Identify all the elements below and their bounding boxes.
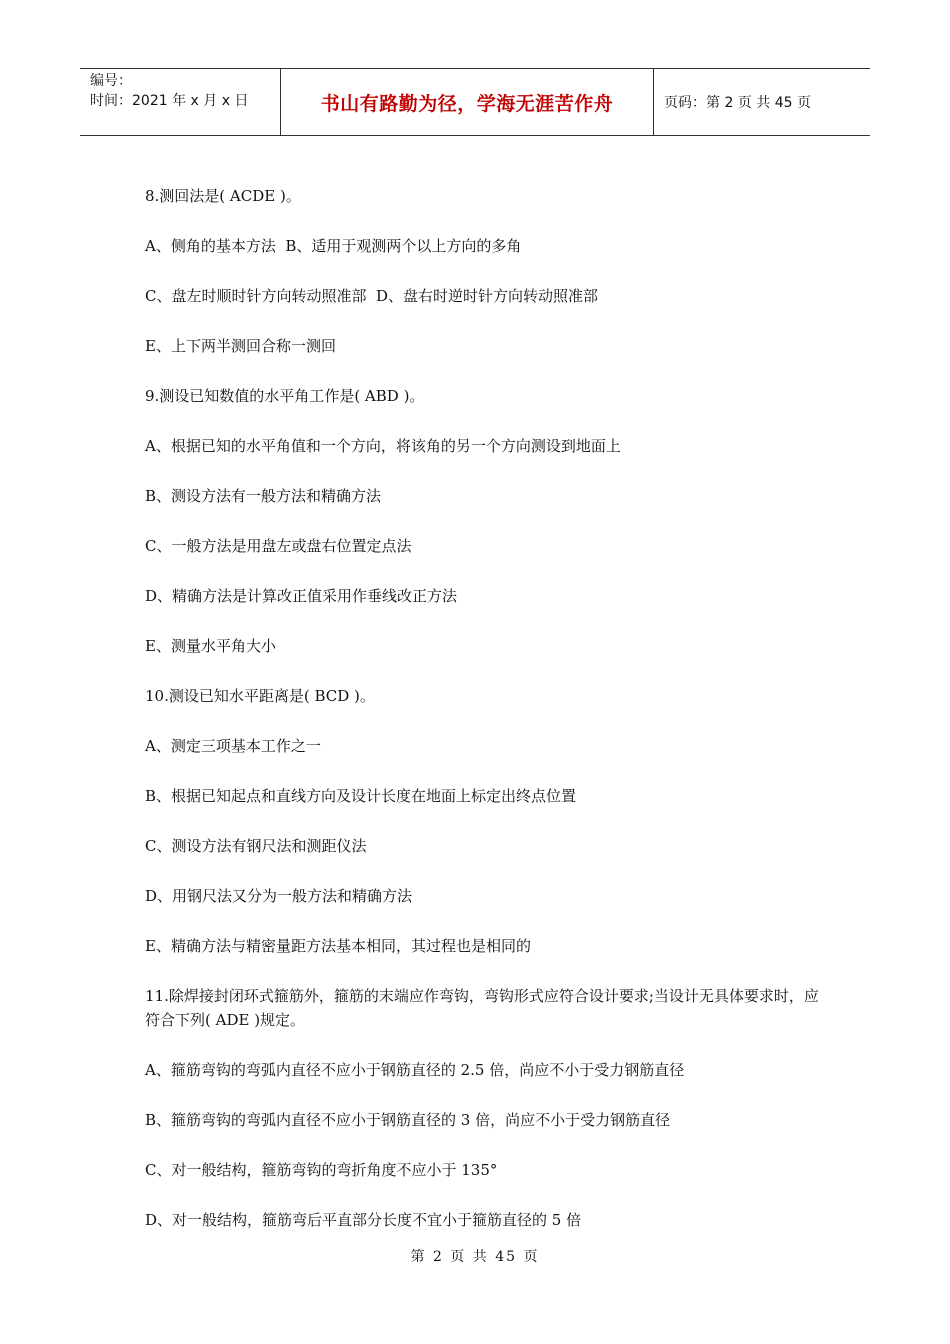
header-meta bbox=[80, 69, 281, 135]
document-number: 编号： bbox=[90, 73, 132, 89]
q9-option-d: D、精确方法是计算改正值采用作垂线改正方法 bbox=[145, 587, 458, 605]
q11-option-b: B、箍筋弯钩的弯弧内直径不应小于钢筋直径的 3 倍，尚应不小于受力钢筋直径 bbox=[145, 1111, 671, 1129]
q9-option-b: B、测设方法有一般方法和精确方法 bbox=[145, 487, 382, 505]
q9-option-a: A、根据已知的水平角值和一个方向，将该角的另一个方向测设到地面上 bbox=[145, 437, 621, 455]
page-header bbox=[80, 68, 870, 136]
q9-option-c: C、一般方法是用盘左或盘右位置定点法 bbox=[145, 537, 412, 555]
q10-option-b: B、根据已知起点和直线方向及设计长度在地面上标定出终点位置 bbox=[145, 787, 577, 805]
q10-option-a: A、测定三项基本工作之一 bbox=[145, 737, 321, 755]
q8-options-cd: C、盘左时顺时针方向转动照准部 D、盘右时逆时针方向转动照准部 bbox=[145, 287, 599, 305]
q10-option-e: E、精确方法与精密量距方法基本相同，其过程也是相同的 bbox=[145, 937, 531, 955]
q11-option-d: D、对一般结构，箍筋弯后平直部分长度不宜小于箍筋直径的 5 倍 bbox=[145, 1211, 582, 1229]
question-8: 8.测回法是( ACDE )。 bbox=[145, 187, 301, 205]
q8-option-e: E、上下两半测回合称一测回 bbox=[145, 337, 336, 355]
header-page-info: 页码：第 2 页 共 45 页 bbox=[664, 95, 811, 111]
q11-option-c: C、对一般结构，箍筋弯钩的弯折角度不应小于 135° bbox=[145, 1161, 498, 1179]
q11-option-a: A、箍筋弯钩的弯弧内直径不应小于钢筋直径的 2.5 倍，尚应不小于受力钢筋直径 bbox=[145, 1061, 685, 1079]
document-body bbox=[145, 184, 825, 1258]
q9-option-e: E、测量水平角大小 bbox=[145, 637, 276, 655]
document-time: 时间：2021 年 x 月 x 日 bbox=[90, 93, 249, 109]
header-motto: 书山有路勤为径，学海无涯苦作舟 bbox=[281, 69, 654, 135]
question-10: 10.测设已知水平距离是( BCD )。 bbox=[145, 687, 375, 705]
question-11: 11.除焊接封闭环式箍筋外，箍筋的末端应作弯钩，弯钩形式应符合设计要求;当设计无具体要求时，应符合下列( ADE )规定。 bbox=[145, 987, 819, 1029]
q10-option-d: D、用钢尺法又分为一般方法和精确方法 bbox=[145, 887, 413, 905]
q8-options-ab: A、侧角的基本方法 B、适用于观测两个以上方向的多角 bbox=[145, 237, 522, 255]
question-9: 9.测设已知数值的水平角工作是( ABD )。 bbox=[145, 387, 425, 405]
page-footer: 第 2 页 共 45 页 bbox=[410, 1249, 540, 1265]
q10-option-c: C、测设方法有钢尺法和测距仪法 bbox=[145, 837, 367, 855]
